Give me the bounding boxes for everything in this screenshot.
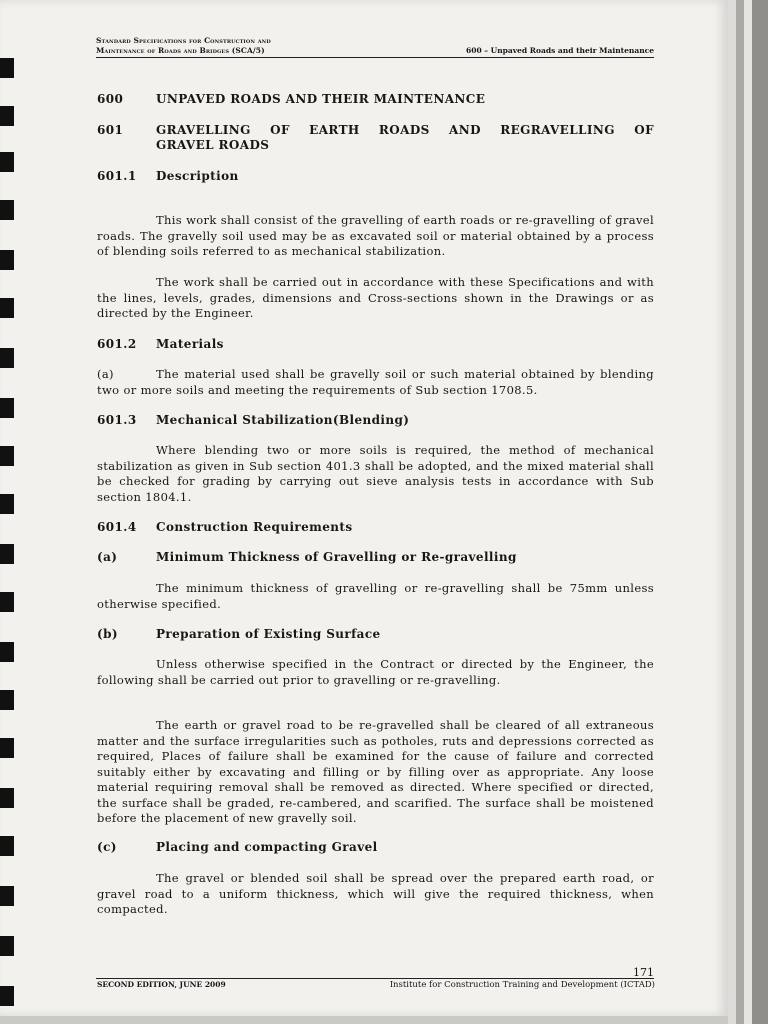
- heading-title: Construction Requirements: [156, 520, 353, 534]
- paragraph: [97, 213, 654, 260]
- page-number: 171: [633, 966, 654, 979]
- heading-title: Mechanical Stabilization(Blending): [156, 413, 410, 427]
- footer-rule: [96, 978, 654, 979]
- paragraph: [97, 443, 654, 505]
- heading-title: GRAVEL ROADS: [156, 138, 270, 152]
- heading-number: (b): [97, 627, 118, 641]
- footer-edition: SECOND EDITION, JUNE 2009: [97, 980, 226, 989]
- paragraph: [97, 657, 654, 688]
- header-line: Standard Specifications for Construction and: [96, 36, 271, 45]
- paragraph-text: The earth or gravel road to be re-gravelled shall be cleared of all extraneous matter and the surface irregularities such as potholes, ruts and depressions corrected as required, Places of failure shall be examined for the cause of failure and corrected suitably either by excavating and filling or by filling over as appropriate. Any loose material requiring removal shall be removed as directed. Where specified or directed, the surface shall be graded, re-cambered, and scarified. The surface shall be moistened before the placement of new gravelly soil.: [97, 718, 654, 825]
- paragraph-text: The gravel or blended soil shall be spread over the prepared earth road, or gravel road to a uniform thickness, which will give the required thickness, when compacted.: [97, 871, 654, 916]
- heading-title: Materials: [156, 337, 224, 351]
- paragraph-text: The work shall be carried out in accordance with these Specifications and with the lines, levels, grades, dimensions and Cross-sections shown in the Drawings or as directed by the Engineer.: [97, 275, 654, 320]
- heading-title: UNPAVED ROADS AND THEIR MAINTENANCE: [156, 92, 486, 106]
- page-edge: [752, 0, 768, 1024]
- paragraph-text: This work shall consist of the gravelling of earth roads or re-gravelling of gravel roads. The gravelly soil used may be as excavated soil or material obtained by a process of blending soils referred to as mechanical stabilization.: [97, 213, 654, 258]
- paragraph: [97, 718, 654, 827]
- page-edge: [744, 0, 752, 1024]
- footer-publisher: Institute for Construction Training and Development (ICTAD): [389, 980, 655, 990]
- paragraph: [97, 871, 654, 918]
- paragraph: [97, 367, 654, 398]
- paragraph: [97, 581, 654, 612]
- running-header-left: [96, 36, 416, 56]
- heading-number: 601.3: [97, 413, 137, 427]
- heading-number: 601.2: [97, 337, 137, 351]
- heading-title: Description: [156, 169, 239, 183]
- heading-title: GRAVELLING OF EARTH ROADS AND REGRAVELLING OF: [156, 123, 654, 137]
- page-edge: [736, 0, 744, 1024]
- paragraph-text: Where blending two or more soils is required, the method of mechanical stabilization as given in Sub section 401.3 shall be adopted, and the mixed material shall be checked for grading by carrying out sieve analysis tests in accordance with Sub section 1804.1.: [97, 443, 654, 504]
- header-line: Maintenance of Roads and Bridges (SCA/5): [96, 46, 265, 55]
- heading-title: Placing and compacting Gravel: [156, 840, 378, 854]
- item-label: (a): [97, 367, 114, 381]
- paragraph-text: The material used shall be gravelly soil or such material obtained by blending two or more soils and meeting the requirements of Sub section 1708.5.: [97, 367, 654, 397]
- heading-number: 601.1: [97, 169, 137, 183]
- header-rule: [96, 57, 654, 58]
- running-header-right: 600 – Unpaved Roads and their Maintenance: [466, 46, 654, 55]
- heading-title: Preparation of Existing Surface: [156, 627, 381, 641]
- heading-number: 600: [97, 92, 124, 106]
- heading-number: 601: [97, 123, 124, 137]
- paragraph-text: Unless otherwise specified in the Contract or directed by the Engineer, the following shall be carried out prior to gravelling or re-gravelling.: [97, 657, 654, 687]
- paragraph: [97, 275, 654, 322]
- heading-number: 601.4: [97, 520, 137, 534]
- paragraph-text: The minimum thickness of gravelling or re-gravelling shall be 75mm unless otherwise specified.: [97, 581, 654, 611]
- page-edge: [728, 0, 736, 1024]
- heading-number: (c): [97, 840, 117, 854]
- heading-title: Minimum Thickness of Gravelling or Re-gravelling: [156, 550, 517, 564]
- heading-number: (a): [97, 550, 118, 564]
